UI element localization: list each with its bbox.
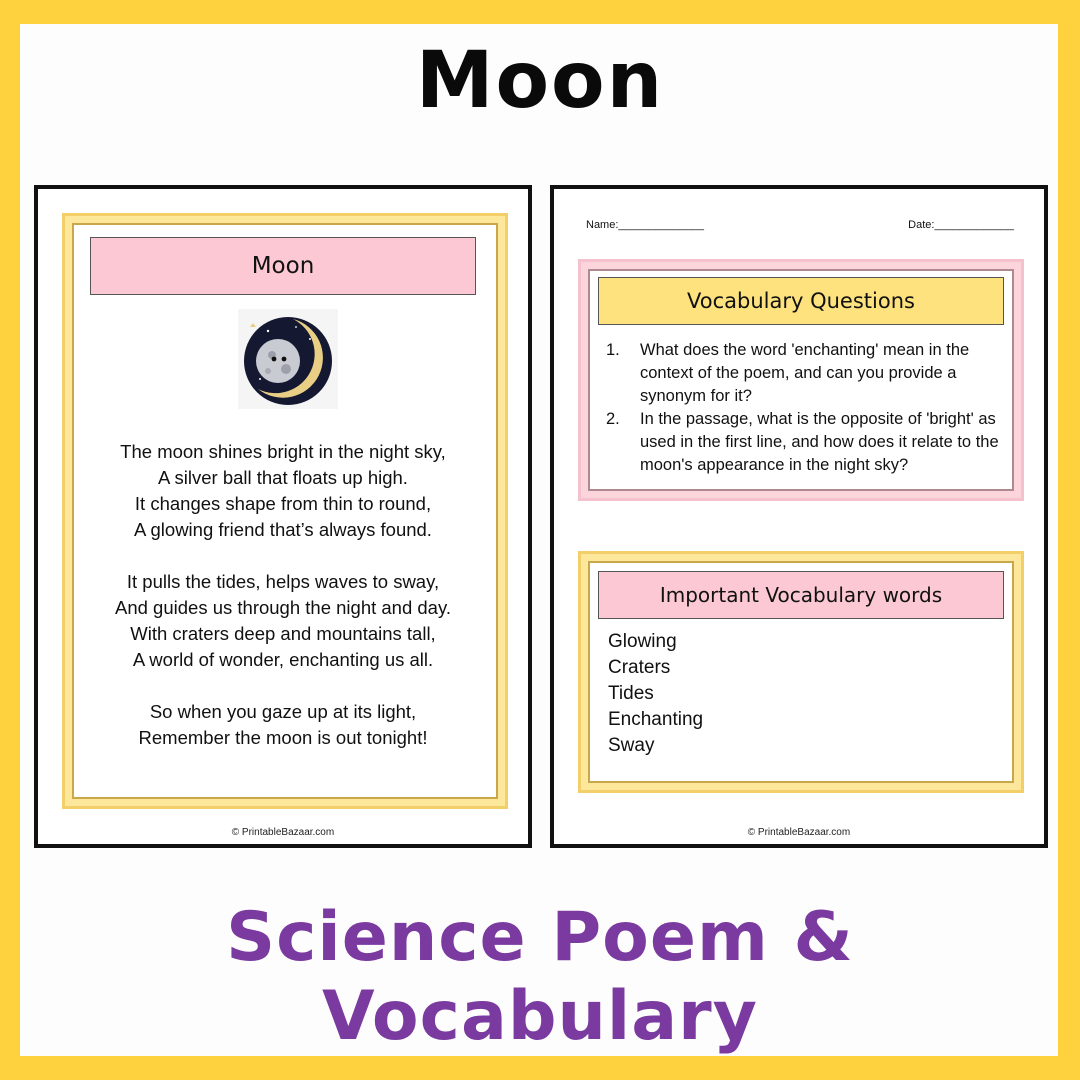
poem-line: And guides us through the night and day. [115, 597, 451, 618]
poem-stanza [78, 439, 488, 543]
vocab-word: Enchanting [608, 709, 704, 730]
vocab-heading: Important Vocabulary words [598, 571, 1004, 619]
poem-line: A glowing friend that’s always found. [134, 519, 432, 540]
copyright-text: © PrintableBazaar.com [231, 827, 335, 838]
vocab-word: Glowing [608, 631, 677, 652]
worksheet-page [550, 185, 1048, 848]
poem-line: A world of wonder, enchanting us all. [132, 649, 434, 670]
poem-page [34, 185, 532, 848]
questions-heading: Vocabulary Questions [598, 277, 1004, 325]
poem-line: It pulls the tides, helps waves to sway, [126, 571, 440, 592]
question-item [606, 408, 1000, 477]
poem-line: The moon shines bright in the night sky, [120, 441, 446, 462]
question-text: In the passage, what is the opposite of 'bright' as used in the first line, and how does it relate to the moon's appearance in the night sky? [640, 410, 999, 474]
vocab-word: Craters [608, 657, 671, 678]
question-number: 2. [606, 410, 620, 428]
moon-icon [238, 309, 338, 409]
name-field: Name:______________ [586, 219, 705, 231]
page-title: Moon [415, 36, 665, 126]
poem-line: So when you gaze up at its light, [149, 701, 417, 722]
questions-list [606, 339, 1000, 477]
date-field: Date:_____________ [908, 219, 1014, 231]
poem-line: It changes shape from thin to round, [134, 493, 432, 514]
poem-stanza [78, 699, 488, 751]
vocab-word: Sway [608, 735, 655, 756]
question-item [606, 339, 1000, 408]
poem-line: With craters deep and mountains tall, [130, 623, 436, 644]
poem-text [78, 439, 488, 777]
poem-line: A silver ball that floats up high. [158, 467, 408, 488]
question-number: 1. [606, 341, 620, 359]
vocab-list [608, 629, 703, 759]
poem-heading: Moon [90, 237, 476, 295]
copyright-text: © PrintableBazaar.com [747, 827, 851, 838]
question-text: What does the word 'enchanting' mean in the context of the poem, and can you provide a synonym for it? [640, 341, 970, 405]
vocab-word: Tides [608, 683, 654, 704]
poem-line: Remember the moon is out tonight! [138, 727, 428, 748]
poem-stanza [78, 569, 488, 673]
product-subtitle: Science Poem & Vocabulary [226, 898, 854, 1056]
